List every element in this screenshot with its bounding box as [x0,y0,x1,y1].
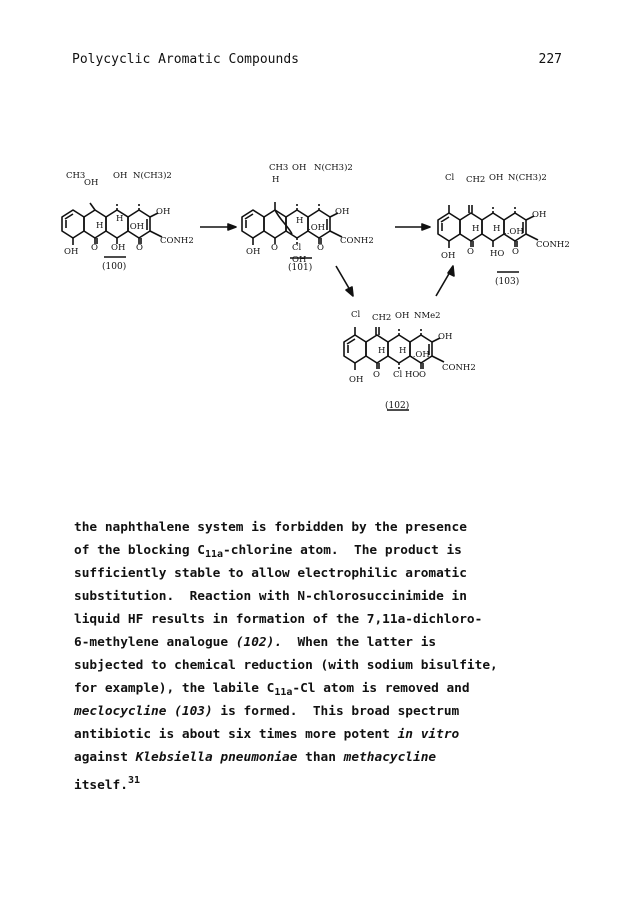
atom-label: H [472,224,480,234]
atom-label: OH [489,173,504,183]
arrow-102-to-103 [436,272,450,296]
structure-101 [242,202,342,245]
atom-label: NMe2 [414,311,441,321]
atom-label: OH [395,311,410,321]
reaction-scheme [0,130,639,430]
text-span: is formed. This broad spectrum [212,704,460,719]
atom-label: N(CH3)2 [508,173,547,183]
atom-label: N(CH3)2 [314,163,353,173]
atom-label: Cl [292,243,302,253]
text-line: substitution. Reaction with N-chlorosuccinimide in [74,589,467,604]
atom-label: OH [64,247,79,257]
citation-superscript: 31 [127,775,140,786]
atom-label: O [91,243,98,253]
running-head [72,52,562,72]
atom-label: ..OH [504,227,524,237]
structure-102 [344,327,444,370]
atom-label: H [399,346,407,356]
text-span: itself. [74,778,128,793]
atom-label: ..OH [410,350,430,360]
atom-label: O [512,247,519,257]
compound-label-101: (101) [288,263,313,273]
organism-name: Klebsiella pneumoniae [135,750,298,765]
drug-name: meclocycline (103) [74,704,213,719]
subscript: 11a [274,687,293,698]
atom-label: H [378,346,386,356]
text-span: antibiotic is about six times more potent [74,727,398,742]
text-line [74,539,574,562]
atom-label: Cl [393,370,403,380]
atom-label: O [467,247,474,257]
structure-100 [62,202,162,245]
text-span: than [297,750,344,765]
atom-label: OH [156,207,171,217]
atom-label: OH [349,375,364,385]
compound-label-100: (100) [102,262,127,272]
atom-label: Cl [351,310,361,320]
atom-label: OH [292,163,307,173]
text-span: -Cl atom is removed and [292,681,470,696]
text-line: sufficiently stable to allow electrophilic aromatic [74,566,467,581]
atom-label: CH3 [66,171,86,181]
compound-reference: (102). [235,635,283,650]
text-span: against [74,750,136,765]
text-line [74,700,574,723]
atom-label: H [96,221,104,231]
compound-label-103: (103) [495,277,520,287]
atom-label: O [373,370,380,380]
atom-label: CH3 [269,163,289,173]
text-line [74,723,574,746]
atom-label: CONH2 [160,236,194,246]
atom-label: OH [246,247,261,257]
atom-label: CONH2 [536,240,570,250]
text-span: of the blocking C [74,543,205,558]
atom-label: HO [405,370,420,380]
atom-labels-101 [246,162,374,273]
atom-label: CH2 [372,313,392,323]
atom-label: OH [441,251,456,261]
atom-label: O [419,370,426,380]
text-line [74,769,574,792]
text-span: When the latter is [282,635,437,650]
atom-label: H [493,224,501,234]
atom-label: HO [490,249,505,259]
text-line: the naphthalene system is forbidden by the presence [74,520,467,535]
text-line [74,677,574,700]
atom-labels-102 [349,310,476,411]
atom-label: OH [532,210,547,220]
text-span: -chlorine atom. The product is [223,543,462,558]
atom-label: CONH2 [340,236,374,246]
atom-label: OH [438,332,453,342]
text-line: liquid HF results in formation of the 7,11a-dichloro- [74,612,483,627]
running-head-title: Polycyclic Aromatic Compounds [72,52,299,67]
page-number: 227 [538,52,562,67]
subscript: 11a [204,549,224,560]
atom-label: Cl [445,173,455,183]
text-line [74,631,574,654]
atom-label: H [272,175,280,185]
atom-label: O [271,243,278,253]
atom-label: N(CH3)2 [133,171,172,181]
atom-label: OH [335,207,350,217]
text-span: for example), the labile C [74,681,275,696]
text-line [74,746,574,769]
arrow-101-to-102 [336,266,350,290]
atom-label: OH [84,178,99,188]
atom-label: O [317,243,324,253]
reaction-scheme-svg [0,130,639,430]
atom-label: OH [292,255,307,265]
text-span: 6-methylene analogue [74,635,236,650]
text-line: subjected to chemical reduction (with sodium bisulfite, [74,658,498,673]
atom-label: CONH2 [442,363,476,373]
atom-label: OH [113,171,128,181]
drug-name: methacycline [343,750,437,765]
atom-label: OH [111,243,126,253]
body-paragraph [74,516,574,792]
atom-label: H [296,216,304,226]
latin-phrase: in vitro [397,727,460,742]
atom-label: CH2 [466,175,486,185]
compound-label-102: (102) [385,401,410,411]
atom-label: H [116,214,124,224]
atom-label: O [136,243,143,253]
atom-label: .OH [308,223,326,233]
atom-label: .OH [127,222,145,232]
